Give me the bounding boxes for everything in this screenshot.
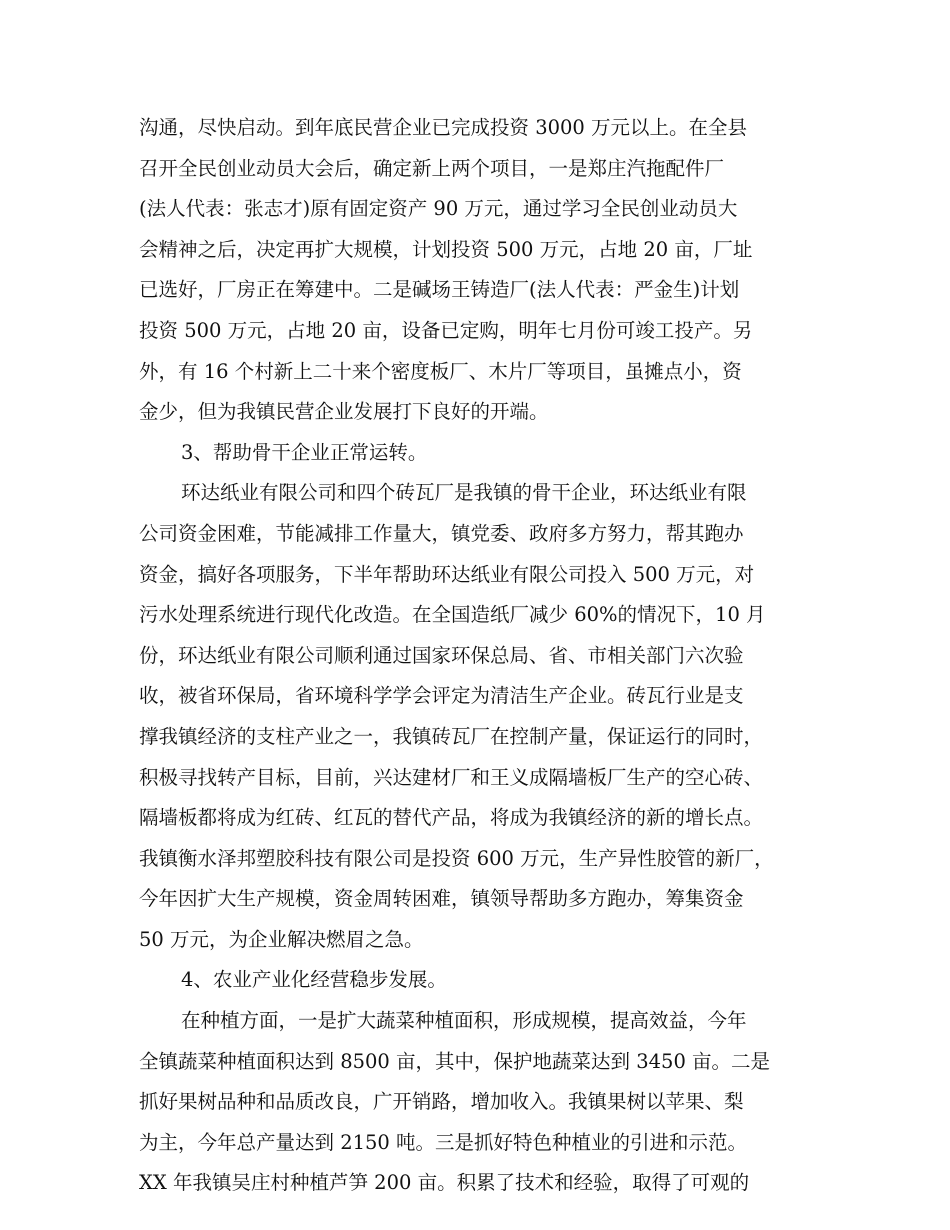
text-line: 撑我镇经济的支柱产业之一，我镇砖瓦厂在控制产量，保证运行的同时， [139,724,764,748]
text-line: 在种植方面，一是扩大蔬菜种植面积，形成规模，提高效益，今年 [181,1009,747,1033]
text-line: 积极寻找转产目标，目前，兴达建材厂和王义成隔墙板厂生产的空心砖、 [139,765,764,789]
text-line: 抓好果树品种和品质改良，广开销路，增加收入。我镇果树以苹果、梨 [139,1090,744,1114]
text-line: 为主，今年总产量达到 2150 吨。三是抓好特色种植业的引进和示范。 [139,1130,748,1154]
text-line: 份，环达纸业有限公司顺利通过国家环保总局、省、市相关部门六次验 [139,643,744,667]
text-line: 已选好，厂房正在筹建中。二是碱场王铸造厂(法人代表：严金生)计划 [139,278,740,302]
document-body [139,108,829,1204]
section-heading: 3、帮助骨干企业正常运转。 [181,440,428,464]
text-line: 污水处理系统进行现代化改造。在全国造纸厂减少 60%的情况下，10 月 [139,603,766,627]
text-line: 外，有 16 个村新上二十来个密度板厂、木片厂等项目，虽摊点小，资 [139,359,742,383]
text-line: 收，被省环保局，省环境科学学会评定为清洁生产企业。砖瓦行业是支 [139,684,744,708]
section-heading: 4、农业产业化经营稳步发展。 [181,968,447,992]
text-line: 公司资金困难，节能减排工作量大，镇党委、政府多方努力，帮其跑办 [139,521,744,545]
text-line: 隔墙板都将成为红砖、红瓦的替代产品，将成为我镇经济的新的增长点。 [139,806,764,830]
text-line: 召开全民创业动员大会后，确定新上两个项目，一是郑庄汽拖配件厂 [139,156,725,180]
text-line: 金少，但为我镇民营企业发展打下良好的开端。 [139,400,549,424]
text-line: (法人代表：张志才)原有固定资产 90 万元，通过学习全民创业动员大 [139,197,738,221]
text-line: 环达纸业有限公司和四个砖瓦厂是我镇的骨干企业，环达纸业有限 [181,481,747,505]
text-line: 50 万元，为企业解决燃眉之急。 [139,927,424,951]
text-line: 投资 500 万元，占地 20 亩，设备已定购，明年七月份可竣工投产。另 [139,318,753,342]
text-line: 全镇蔬菜种植面积达到 8500 亩，其中，保护地蔬菜达到 3450 亩。二是 [139,1049,771,1073]
text-line: 今年因扩大生产规模，资金周转困难，镇领导帮助多方跑办，筹集资金 [139,887,744,911]
text-line: 会精神之后，决定再扩大规模，计划投资 500 万元，占地 20 亩，厂址 [139,237,753,261]
text-line: 沟通，尽快启动。到年底民营企业已完成投资 3000 万元以上。在全县 [139,116,748,139]
text-line: 我镇衡水泽邦塑胶科技有限公司是投资 600 万元，生产异性胶管的新厂， [139,846,774,870]
text-line: XX 年我镇吴庄村种植芦笋 200 亩。积累了技术和经验，取得了可观的 [139,1171,750,1195]
text-line: 资金，搞好各项服务，下半年帮助环达纸业有限公司投入 500 万元，对 [139,562,755,586]
